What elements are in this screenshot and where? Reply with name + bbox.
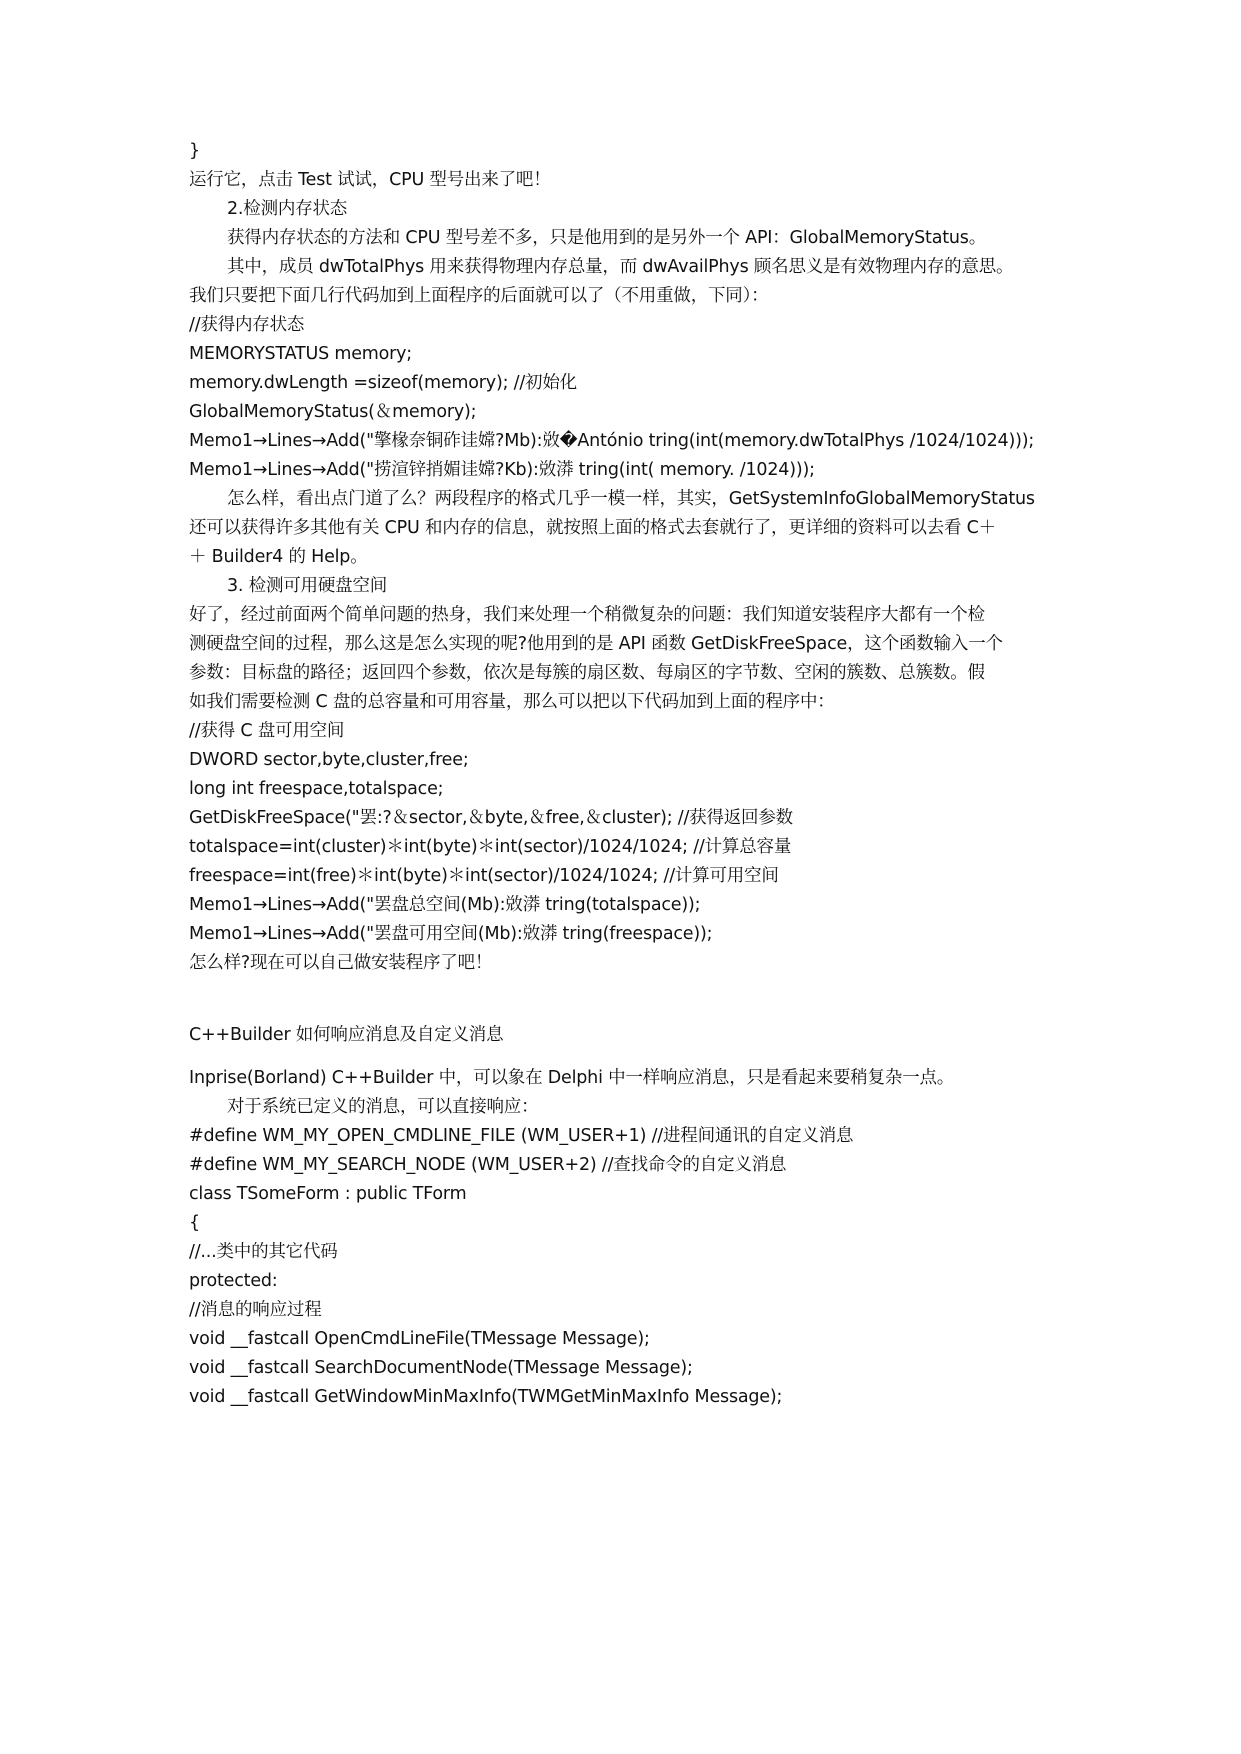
code-line: Memo1→Lines→Add("擎椽奈铜砟诖嫦?Mb):敚�António tring(int(memory.dwTotalPhys /1024/1024))); [189, 431, 1035, 451]
text-line: 测硬盘空间的过程，那么这是怎么实现的呢?他用到的是 API 函数 GetDiskFreeSpace，这个函数输入一个 [189, 634, 1003, 654]
text-line: 好了，经过前面两个简单问题的热身，我们来处理一个稍微复杂的问题：我们知道安装程序大都有一个检 [189, 605, 985, 625]
text-line: 如我们需要检测 C 盘的总容量和可用容量，那么可以把以下代码加到上面的程序中： [189, 692, 835, 712]
text-line: 还可以获得许多其他有关 CPU 和内存的信息，就按照上面的格式去套就行了，更详细的资料可以去看 C＋ [189, 518, 996, 538]
text-line: 怎么样，看出点门道了么？两段程序的格式几乎一模一样，其实，GetSystemInfoGlobalMemoryStatus [227, 489, 1035, 509]
code-line: void __fastcall GetWindowMinMaxInfo(TWMGetMinMaxInfo Message); [189, 1387, 783, 1407]
code-line: void __fastcall OpenCmdLineFile(TMessage Message); [189, 1329, 650, 1349]
code-line: Memo1→Lines→Add("罢盘总空间(Mb):敚漭 tring(totalspace)); [189, 895, 701, 915]
text-line: 怎么样?现在可以自己做安装程序了吧！ [189, 953, 493, 973]
code-line: Memo1→Lines→Add("罢盘可用空间(Mb):敚漭 tring(freespace)); [189, 924, 713, 944]
text-line: 我们只要把下面几行代码加到上面程序的后面就可以了（不用重做，下同）： [189, 286, 769, 306]
text-line: ＋ Builder4 的 Help。 [189, 547, 368, 567]
section-heading: 2.检测内存状态 [227, 199, 348, 219]
text-line: 对于系统已定义的消息，可以直接响应： [227, 1097, 539, 1117]
code-line: totalspace=int(cluster)＊int(byte)＊int(sector)/1024/1024; //计算总容量 [189, 837, 792, 857]
code-line: long int freespace,totalspace; [189, 779, 444, 799]
code-line: GetDiskFreeSpace("罢:?＆sector,＆byte,＆free,＆cluster); //获得返回参数 [189, 808, 793, 828]
code-line: #define WM_MY_SEARCH_NODE (WM_USER+2) //查找命令的自定义消息 [189, 1155, 787, 1175]
code-line: protected: [189, 1271, 278, 1291]
code-comment-line: //获得 C 盘可用空间 [189, 721, 345, 741]
text-line: 运行它，点击 Test 试试，CPU 型号出来了吧！ [189, 170, 551, 190]
code-line: { [189, 1213, 200, 1233]
text-line: Inprise(Borland) C++Builder 中，可以象在 Delphi 中一样响应消息，只是看起来要稍复杂一点。 [189, 1068, 955, 1088]
code-line: memory.dwLength =sizeof(memory); //初始化 [189, 373, 577, 393]
code-comment-line: //...类中的其它代码 [189, 1242, 338, 1262]
text-line: 参数：目标盘的路径；返回四个参数，依次是每簇的扇区数、每扇区的字节数、空闲的簇数、总簇数。假 [189, 663, 985, 683]
code-line: GlobalMemoryStatus(＆memory); [189, 402, 477, 422]
code-comment-line: //消息的响应过程 [189, 1300, 322, 1320]
code-line: MEMORYSTATUS memory; [189, 344, 412, 364]
article-title: C++Builder 如何响应消息及自定义消息 [189, 1025, 504, 1045]
code-line: DWORD sector,byte,cluster,free; [189, 750, 469, 770]
code-line: void __fastcall SearchDocumentNode(TMessage Message); [189, 1358, 693, 1378]
text-line: 其中，成员 dwTotalPhys 用来获得物理内存总量，而 dwAvailPhys 顾名思义是有效物理内存的意思。 [227, 257, 1014, 277]
code-line: Memo1→Lines→Add("捞渲锌捎媚诖嫦?Kb):敚漭 tring(int( memory. /1024))); [189, 460, 815, 480]
code-line: class TSomeForm : public TForm [189, 1184, 467, 1204]
section-heading: 3. 检测可用硬盘空间 [227, 576, 388, 596]
code-comment-line: //获得内存状态 [189, 315, 305, 335]
code-line: } [189, 141, 200, 161]
text-line: 获得内存状态的方法和 CPU 型号差不多，只是他用到的是另外一个 API：GlobalMemoryStatus。 [227, 228, 987, 248]
code-line: freespace=int(free)＊int(byte)＊int(sector)/1024/1024; //计算可用空间 [189, 866, 779, 886]
code-line: #define WM_MY_OPEN_CMDLINE_FILE (WM_USER+1) //进程间通讯的自定义消息 [189, 1126, 854, 1146]
